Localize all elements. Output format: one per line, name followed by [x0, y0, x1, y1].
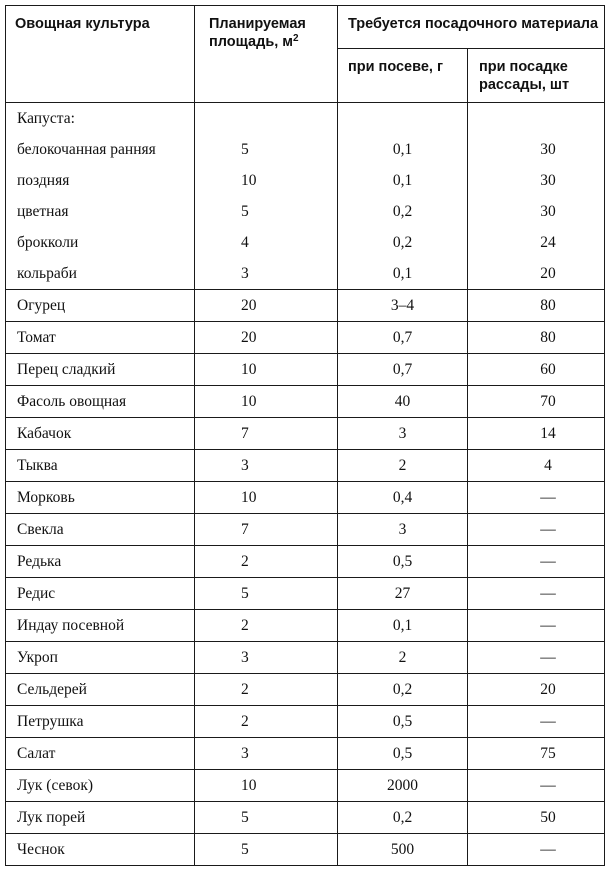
header-area-line1: Планируемая	[209, 16, 306, 32]
crop-seedlings: 30	[468, 196, 605, 227]
crop-sowing: 0,2	[338, 227, 468, 258]
crop-sowing: 0,4	[338, 482, 468, 514]
crop-name: Лук порей	[6, 802, 195, 834]
crop-sowing: 27	[338, 578, 468, 610]
crop-area: 4	[195, 227, 338, 258]
crop-name: кольраби	[6, 258, 195, 290]
crop-area: 7	[195, 418, 338, 450]
crop-seedlings: —	[468, 834, 605, 866]
crop-area: 5	[195, 196, 338, 227]
crop-name: Томат	[6, 322, 195, 354]
table-row	[6, 418, 605, 450]
table-row	[6, 674, 605, 706]
table-row	[6, 290, 605, 322]
crop-area: 5	[195, 578, 338, 610]
crop-seedlings: 24	[468, 227, 605, 258]
crop-sowing: 40	[338, 386, 468, 418]
table-row	[6, 546, 605, 578]
crop-name: Петрушка	[6, 706, 195, 738]
table-row	[6, 386, 605, 418]
crop-seedlings: 70	[468, 386, 605, 418]
crop-seedlings: —	[468, 514, 605, 546]
crop-sowing: 0,5	[338, 706, 468, 738]
crop-seedlings: 75	[468, 738, 605, 770]
crop-sowing: 0,2	[338, 674, 468, 706]
table-row	[6, 227, 605, 258]
crop-name: Салат	[6, 738, 195, 770]
table-row	[6, 450, 605, 482]
crop-area: 3	[195, 258, 338, 290]
header-culture: Овощная культура	[6, 6, 195, 103]
crop-sowing: 0,1	[338, 610, 468, 642]
crop-sowing: 0,2	[338, 802, 468, 834]
crop-name: Индау посевной	[6, 610, 195, 642]
crop-name: Укроп	[6, 642, 195, 674]
crop-area: 5	[195, 834, 338, 866]
crop-seedlings: 30	[468, 134, 605, 165]
crop-sowing: 0,5	[338, 546, 468, 578]
crop-area: 2	[195, 610, 338, 642]
table-row	[6, 196, 605, 227]
table-row	[6, 770, 605, 802]
crop-area: 20	[195, 322, 338, 354]
crop-name: Редька	[6, 546, 195, 578]
crop-name: поздняя	[6, 165, 195, 196]
crop-name: белокочанная ранняя	[6, 134, 195, 165]
crop-area: 10	[195, 165, 338, 196]
table-row	[6, 610, 605, 642]
crop-name: Огурец	[6, 290, 195, 322]
crop-seedlings: 20	[468, 674, 605, 706]
crop-name: Свекла	[6, 514, 195, 546]
table-row	[6, 165, 605, 196]
table-row	[6, 834, 605, 866]
crop-sowing: 2	[338, 642, 468, 674]
crop-seedlings: 30	[468, 165, 605, 196]
crop-name: Лук (севок)	[6, 770, 195, 802]
crop-seedlings: —	[468, 610, 605, 642]
crop-area: 5	[195, 134, 338, 165]
header-sowing: при посеве, г	[338, 49, 468, 103]
crop-area: 10	[195, 770, 338, 802]
planting-table	[5, 5, 605, 866]
crop-sowing: 0,2	[338, 196, 468, 227]
table-row	[6, 258, 605, 290]
header-planting-material: Требуется посадочного материала	[338, 6, 605, 49]
crop-seedlings: 80	[468, 322, 605, 354]
crop-sowing: 3	[338, 514, 468, 546]
crop-seedlings: 80	[468, 290, 605, 322]
crop-sowing: 2	[338, 450, 468, 482]
crop-area: 3	[195, 738, 338, 770]
crop-name: Фасоль овощная	[6, 386, 195, 418]
crop-name: Морковь	[6, 482, 195, 514]
crop-sowing: 0,7	[338, 322, 468, 354]
header-row-1	[6, 6, 605, 49]
crop-name: Редис	[6, 578, 195, 610]
crop-seedlings: —	[468, 578, 605, 610]
crop-name: Тыква	[6, 450, 195, 482]
header-area-unit: площадь, м	[209, 34, 294, 50]
crop-area: 3	[195, 450, 338, 482]
crop-area: 7	[195, 514, 338, 546]
crop-sowing: 0,1	[338, 258, 468, 290]
header-area	[195, 6, 338, 103]
crop-area: 2	[195, 706, 338, 738]
table-row	[6, 642, 605, 674]
cabbage-label: Капуста:	[6, 103, 195, 135]
crop-seedlings: —	[468, 642, 605, 674]
crop-name: Сельдерей	[6, 674, 195, 706]
table-row	[6, 482, 605, 514]
crop-seedlings: —	[468, 482, 605, 514]
crop-sowing: 3–4	[338, 290, 468, 322]
crop-area: 10	[195, 386, 338, 418]
table-row	[6, 322, 605, 354]
table-row	[6, 514, 605, 546]
crop-area: 10	[195, 354, 338, 386]
crop-seedlings: —	[468, 770, 605, 802]
header-seedlings: при посадке рассады, шт	[468, 49, 605, 103]
crop-sowing: 3	[338, 418, 468, 450]
crop-sowing: 0,1	[338, 134, 468, 165]
planting-table-container	[5, 5, 604, 866]
crop-seedlings: —	[468, 546, 605, 578]
table-row	[6, 354, 605, 386]
crop-area: 2	[195, 674, 338, 706]
crop-seedlings: 4	[468, 450, 605, 482]
crop-area: 2	[195, 546, 338, 578]
table-row	[6, 578, 605, 610]
crop-seedlings: 60	[468, 354, 605, 386]
crop-name: Кабачок	[6, 418, 195, 450]
crop-seedlings: 20	[468, 258, 605, 290]
crop-area: 20	[195, 290, 338, 322]
crop-rows	[6, 290, 605, 866]
crop-seedlings: 14	[468, 418, 605, 450]
crop-seedlings: 50	[468, 802, 605, 834]
cabbage-group-row	[6, 103, 605, 135]
crop-sowing: 2000	[338, 770, 468, 802]
crop-area: 5	[195, 802, 338, 834]
crop-area: 10	[195, 482, 338, 514]
crop-area: 3	[195, 642, 338, 674]
crop-sowing: 500	[338, 834, 468, 866]
table-row	[6, 706, 605, 738]
crop-name: Чеснок	[6, 834, 195, 866]
crop-sowing: 0,5	[338, 738, 468, 770]
crop-name: цветная	[6, 196, 195, 227]
table-row	[6, 738, 605, 770]
crop-name: Перец сладкий	[6, 354, 195, 386]
crop-seedlings: —	[468, 706, 605, 738]
crop-sowing: 0,7	[338, 354, 468, 386]
crop-name: брокколи	[6, 227, 195, 258]
table-row	[6, 134, 605, 165]
header-area-superscript: 2	[293, 33, 299, 44]
table-row	[6, 802, 605, 834]
crop-sowing: 0,1	[338, 165, 468, 196]
header-area-line2	[209, 33, 337, 51]
